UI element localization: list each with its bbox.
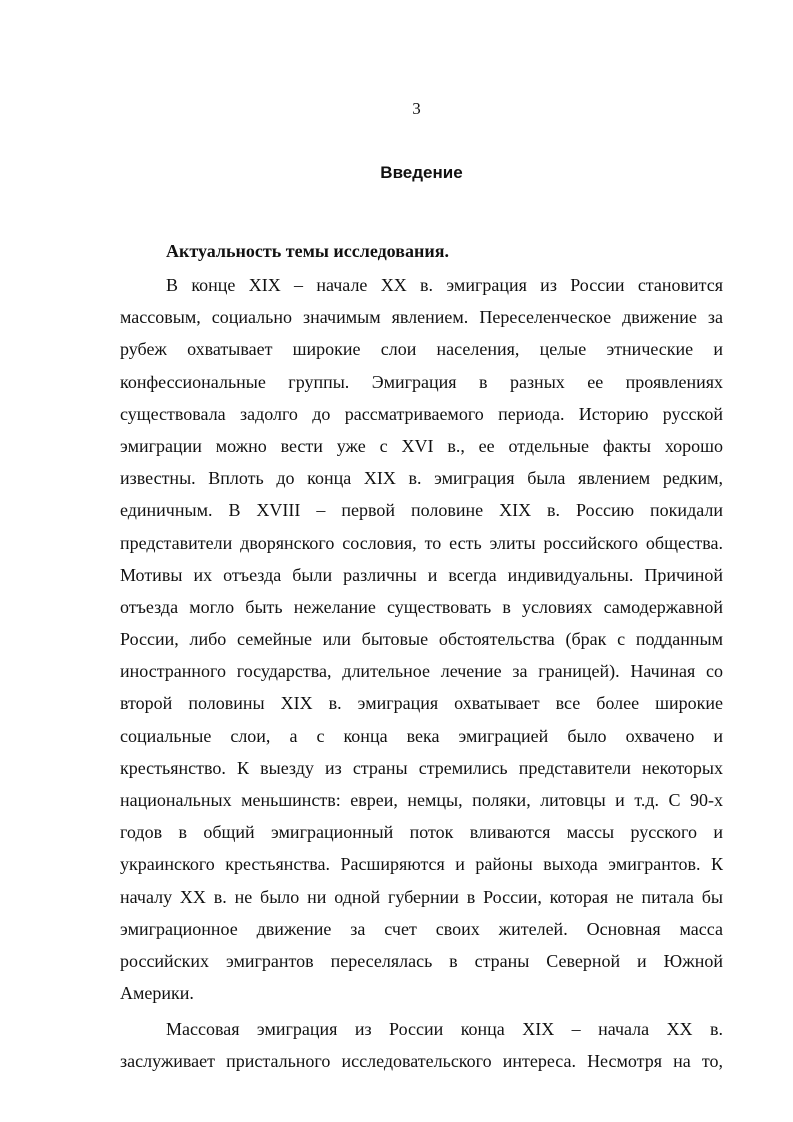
paragraph-line: единичным. В XVIII – первой половине XIX в. Россию покидали <box>120 500 723 521</box>
paragraph-line: Америки. <box>120 983 194 1004</box>
paragraph-line: России, либо семейные или бытовые обстоятельства (брак с подданным <box>120 629 723 650</box>
paragraph-line: крестьянство. К выезду из страны стремились представители некоторых <box>120 757 723 778</box>
paragraph-line: представители дворянского сословия, то есть элиты российского общества. <box>120 532 723 553</box>
paragraph-line: социальные слои, а с конца века эмиграцией было охвачено и <box>120 725 723 746</box>
paragraph-line: заслуживает пристального исследовательского интереса. Несмотря на то, <box>120 1051 723 1072</box>
paragraph-line: второй половины XIX в. эмиграция охватывает все более широкие <box>120 693 723 714</box>
paragraph-line: эмиграционное движение за счет своих жителей. Основная масса <box>120 918 723 939</box>
paragraph-line: российских эмигрантов переселялась в страны Северной и Южной <box>120 950 723 971</box>
paragraph-1 <box>120 269 723 1009</box>
paragraph-line: массовым, социально значимым явлением. Переселенческое движение за <box>120 307 723 328</box>
paragraph-line: национальных меньшинств: евреи, немцы, поляки, литовцы и т.д. С 90-х <box>120 790 723 810</box>
paragraph-line: украинского крестьянства. Расширяются и районы выхода эмигрантов. К <box>120 854 723 875</box>
paragraph-line: иностранного государства, длительное лечение за границей). Начиная со <box>120 661 723 682</box>
paragraph-2 <box>120 1013 723 1077</box>
paragraph-line: отъезда могло быть нежелание существовать в условиях самодержавной <box>120 596 723 617</box>
paragraph-line: существовала задолго до рассматриваемого периода. Историю русской <box>120 403 723 424</box>
paragraph-line: годов в общий эмиграционный поток вливаются массы русского и <box>120 822 723 843</box>
section-title: Актуальность темы исследования. <box>166 241 449 261</box>
page-number: 3 <box>412 99 421 118</box>
page-heading: Введение <box>380 163 463 182</box>
paragraph-line: Массовая эмиграция из России конца XIX – начала XX в. <box>166 1019 723 1039</box>
paragraph-line: В конце XIX – начале XX в. эмиграция из России становится <box>166 275 723 295</box>
paragraph-line: рубеж охватывает широкие слои населения, целые этнические и <box>120 339 723 360</box>
paragraph-line: эмиграции можно вести уже с XVI в., ее отдельные факты хорошо <box>120 435 723 456</box>
paragraph-line: Мотивы их отъезда были различны и всегда индивидуальны. Причиной <box>120 564 723 585</box>
paragraph-line: началу XX в. не было ни одной губернии в России, которая не питала бы <box>120 886 723 907</box>
paragraph-line: конфессиональные группы. Эмиграция в разных ее проявлениях <box>120 371 723 392</box>
paragraph-line: известны. Вплоть до конца XIX в. эмиграция была явлением редким, <box>120 468 723 489</box>
